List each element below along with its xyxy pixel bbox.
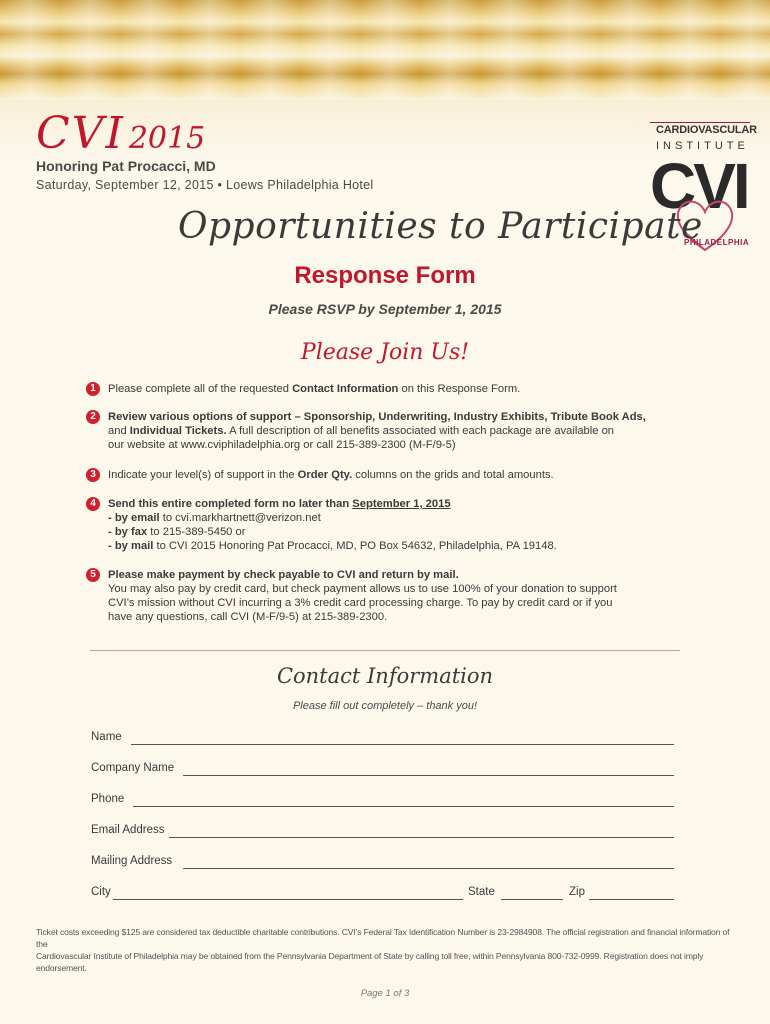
step-5-badge: 5 [86, 568, 100, 582]
phone-field[interactable] [91, 793, 675, 809]
city-label: City [91, 886, 111, 898]
event-title-year: 2015 [128, 121, 206, 156]
event-title-cvi: CVI [36, 108, 125, 159]
logo-line-cvi: CVI [650, 150, 748, 222]
form-title: Response Form [294, 262, 476, 289]
honoree-line: Honoring Pat Procacci, MD [36, 158, 216, 174]
contact-heading: Contact Information [276, 664, 494, 688]
mailing-field[interactable] [91, 855, 675, 871]
tax-footnote-line-2: Cardiovascular Institute of Philadelphia may be obtained from the Pennsylvania Department of State by calling toll free, within Pennsylvania 800-732-0999. Registration does not imply endorsement. [36, 951, 704, 973]
step-2-text-b: and [108, 425, 130, 437]
tax-footnote-line-1: Ticket costs exceeding $125 are considered tax deductible charitable contributions. CVI’s Federal Tax Identification Number is 23-2984908. The official registration and financial information of the [36, 927, 730, 949]
step-4-badge: 4 [86, 497, 100, 511]
name-label: Name [91, 731, 122, 743]
zip-input-line[interactable] [589, 899, 674, 900]
step-5-text-b: You may also pay by credit card, but check payment allows us to use 100% of your donation to support [108, 583, 617, 595]
step-3-text-a: Indicate your level(s) of support in the [108, 469, 298, 481]
date-venue-line: Saturday, September 12, 2015 • Loews Philadelphia Hotel [36, 178, 374, 192]
logo-line-institute: INSTITUTE [656, 140, 749, 152]
event-title [36, 108, 205, 159]
logo-rule [650, 122, 750, 123]
step-3-text-c: columns on the grids and total amounts. [352, 469, 554, 481]
step-2-badge: 2 [86, 410, 100, 424]
email-field[interactable] [91, 824, 675, 840]
company-label: Company Name [91, 762, 175, 774]
step-4-email-label: - by email [108, 512, 160, 524]
step-3-badge: 3 [86, 468, 100, 482]
step-1 [88, 382, 688, 396]
headline: Opportunities to Participate [178, 206, 703, 247]
step-5 [88, 568, 688, 624]
city-input-line[interactable] [113, 899, 463, 900]
step-4-fax-value: to 215-389-5450 or [147, 526, 246, 538]
step-1-text-a: Please complete all of the requested [108, 383, 293, 395]
email-input-line[interactable] [169, 837, 674, 838]
email-label: Email Address [91, 824, 165, 836]
phone-label: Phone [91, 793, 125, 805]
company-field[interactable] [91, 762, 675, 778]
step-4-mail-value: to CVI 2015 Honoring Pat Procacci, MD, PO Box 54632, Philadelphia, PA 19148. [153, 540, 557, 552]
step-5-text-a: Please make payment by check payable to CVI and return by mail. [108, 569, 459, 581]
step-4-mail-label: - by mail [108, 540, 154, 552]
step-2-text-a: Review various options of support – Sponsorship, Underwriting, Industry Exhibits, Tribute Book Ads, [108, 411, 646, 423]
logo-line-cardiovascular: CARDIOVASCULAR [656, 124, 757, 136]
step-3-text-b: Order Qty. [297, 469, 353, 481]
mailing-label: Mailing Address [91, 855, 173, 867]
company-input-line[interactable] [183, 775, 674, 776]
step-3 [88, 468, 688, 482]
step-4-deadline: September 1, 2015 [352, 498, 451, 510]
contact-subtitle: Please fill out completely – thank you! [292, 700, 478, 712]
mailing-input-line[interactable] [183, 868, 674, 869]
step-5-text-c: CVI’s mission without CVI incurring a 3% credit card processing charge. To pay by credit card or if you [108, 597, 613, 609]
step-1-text-c: on this Response Form. [398, 383, 521, 395]
step-4-text-a: Send this entire completed form no later than [108, 498, 353, 510]
rsvp-deadline: Please RSVP by September 1, 2015 [268, 301, 502, 317]
name-field[interactable] [91, 731, 675, 747]
step-2-text-e: our website at www.cviphiladelphia.org or call 215-389-2300 (M-F/9-5) [108, 439, 456, 451]
state-label: State [468, 886, 495, 898]
step-4-fax-label: - by fax [108, 526, 148, 538]
name-input-line[interactable] [131, 744, 674, 745]
city-state-zip-row [91, 886, 675, 902]
step-1-text-b: Contact Information [292, 383, 399, 395]
step-1-badge: 1 [86, 382, 100, 396]
logo-line-philadelphia: PHILADELPHIA [684, 238, 750, 247]
step-2 [88, 410, 688, 452]
phone-input-line[interactable] [133, 806, 674, 807]
zip-label: Zip [569, 886, 585, 898]
step-4-email-value: to cvi.markhartnett@verizon.net [159, 512, 321, 524]
step-2-text-c: Individual Tickets. [129, 425, 227, 437]
step-2-text-d: A full description of all benefits associated with each package are available on [226, 425, 615, 437]
section-divider [90, 650, 680, 651]
tax-footnote [36, 926, 736, 974]
page-number: Page 1 of 3 [360, 988, 410, 999]
step-5-text-d: have any questions, call CVI (M-F/9-5) at 215-389-2300. [108, 611, 388, 623]
state-input-line[interactable] [501, 899, 563, 900]
join-heading: Please Join Us! [300, 340, 470, 365]
step-4 [88, 497, 688, 553]
